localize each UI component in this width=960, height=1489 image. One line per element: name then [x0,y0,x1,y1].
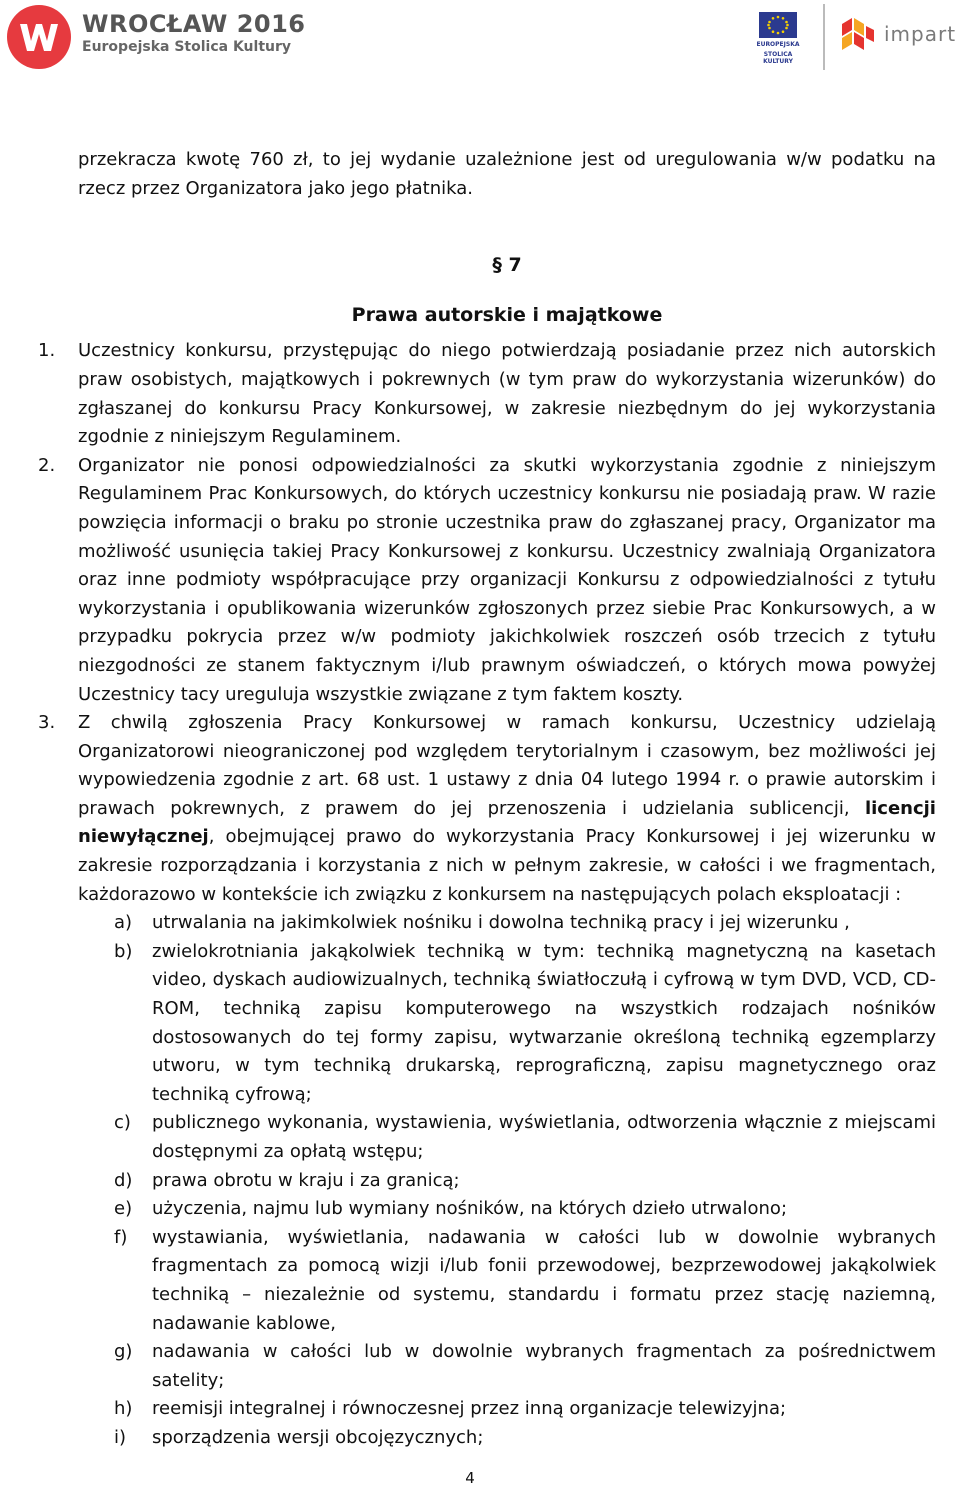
field-item-f [114,1224,936,1338]
field-item-c [114,1109,936,1166]
item-text-after: , obejmującej prawo do wykorzystania Pracy Konkursowej i jej wizerunku w zakresie rozporządzania i korzystania z nich w pełnym zakresie, w całości i we fragmentach, każdorazowo w kontekście ich związku z konkursem na następujących polach eksploatacji : [78,826,936,905]
brand-subtitle: Europejska Stolica Kultury [82,39,292,55]
field-item-i [114,1424,936,1453]
brand-title: WROCŁAW 2016 [82,10,306,38]
eu-caption-line-1: EUROPEJSKA [756,41,800,48]
field-label: b) [114,940,133,962]
eu-flag-icon [759,12,797,38]
intro-paragraph: przekracza kwotę 760 zł, to jej wydanie uzależnione jest od uregulowania w/w podatku na rzecz przez Organizatora jako jego płatnika. [78,149,936,199]
field-text: zwielokrotniania jakąkolwiek techniką w tym: techniką magnetyczną na kasetach video, dyskach audiowizualnych, techniką światłoczułą i cyfrową w tym DVD, VCD, CD-ROM, techniką zapisu komputerowego na wszystkich rodzajach nośników dostosowanych do tej formy zapisu, wytwarzanie określoną techniką egzemplarzy utworu, w tym techniką drukarską, reprograficzną, zapisu magnetycznego oraz techniką cyfrową; [152,940,936,1105]
list-item-1 [38,337,936,451]
list-item-3 [38,709,936,909]
field-text: użyczenia, najmu lub wymiany nośników, na których dzieło utrwalono; [152,1198,788,1220]
field-label: h) [114,1398,133,1420]
field-text: prawa obrotu w kraju i za granicą; [152,1169,460,1191]
field-text: sporządzenia wersji obcojęzycznych; [152,1426,484,1448]
field-label: a) [114,912,133,934]
item-text: Uczestnicy konkursu, przystępując do niego potwierdzają posiadanie przez nich autorskich praw osobistych, majątkowych i pokrewnych (w tym praw do wykorzystania wizerunków) do zgłaszanej do konkursu Pracy Konkursowej, w zakresie niezbędnym do jej wykorzystania zgodnie z niniejszym Regulaminem. [78,340,936,448]
field-item-h [114,1395,936,1424]
section-title: Prawa autorskie i majątkowe [351,303,663,326]
page-number: 4 [465,1469,475,1487]
field-text: nadawania w całości lub w dowolnie wybranych fragmentach za pośrednictwem satelity; [152,1341,936,1391]
field-text: reemisji integralnej i równoczesnej przez inną organizacje telewizyjna; [152,1398,787,1420]
field-item-b [114,938,936,1110]
item-number: 1. [38,340,56,362]
page-header [0,0,960,80]
field-label: i) [114,1426,127,1448]
field-label: d) [114,1169,133,1191]
field-label: f) [114,1226,128,1248]
field-text: utrwalania na jakimkolwiek nośniku i dowolna techniką pracy i jej wizerunku , [152,912,850,934]
document-body [38,146,936,1453]
item-text: Organizator nie ponosi odpowiedzialności za skutki wykorzystania zgodnie z niniejszym Regulaminem Prac Konkursowych, do których uczestnicy konkursu nie posiadają praw. W razie powzięcia informacji o braku po stronie uczestnika praw do zgłaszanej pracy, Organizator ma możliwość usunięcia takiej Pracy Konkursowej z konkursu. Uczestnicy zwalniają Organizatora oraz inne podmioty współpracujące przy organizacji Konkursu z odpowiedzialności z tytułu wykorzystania i opublikowania wizerunków zgłoszonych przez siebie Prac Konkursowych, a w przypadku pokrycia przez w/w podmioty jakichkolwiek roszczeń osób trzecich z tytułu niezgodności ze stanem faktycznym i/lub prawnym oświadczeń, o których mowa powyżej Uczestnicy tacy ureguluja wszystkie związane z tym faktem koszty. [78,454,936,705]
wroclaw-brand [82,10,306,56]
field-text: publicznego wykonania, wystawienia, wyświetlania, odtworzenia włącznie z miejscami dostępnymi za opłatą wstępu; [152,1112,936,1162]
list-item-2 [38,452,936,709]
section-number: § 7 [492,254,522,277]
field-item-g [114,1338,936,1395]
field-item-e [114,1195,936,1224]
field-label: c) [114,1112,131,1134]
impart-wordmark: impart [884,22,957,46]
wroclaw-2016-logo-icon [6,4,72,70]
eu-capital-logo [748,12,808,65]
eu-caption-line-2: STOLICA KULTURY [763,51,793,65]
field-item-d [114,1167,936,1196]
field-item-a [114,909,936,938]
item-number: 2. [38,454,56,476]
field-label: e) [114,1198,133,1220]
item-text-bold: licencji niewyłącznej [78,797,936,848]
item-number: 3. [38,712,56,734]
item-text-before: Z chwilą zgłoszenia Pracy Konkursowej w ramach konkursu, Uczestnicy udzielają Organizatorowi nieograniczonej pod względem terytorialnym i czasowym, bez możliwości jej wypowiedzenia zgodnie z art. 68 ust. 1 ustawy z dnia 04 lutego 1994 r. o prawie autorskim i prawach pokrewnych, z prawem do jej przenoszenia i udzielania sublicencji, [78,712,936,819]
field-text: wystawiania, wyświetlania, nadawania w całości lub w dowolnie wybranych fragmentach za pomocą wizji i/lub fonii przewodowej, bezprzewodowej jakąkolwiek techniką – niezależnie od systemu, standardu i formatu przez stację naziemną, nadawanie kablowe, [152,1226,936,1334]
impart-logo-icon [838,14,878,56]
field-label: g) [114,1341,133,1363]
header-divider [823,4,825,70]
